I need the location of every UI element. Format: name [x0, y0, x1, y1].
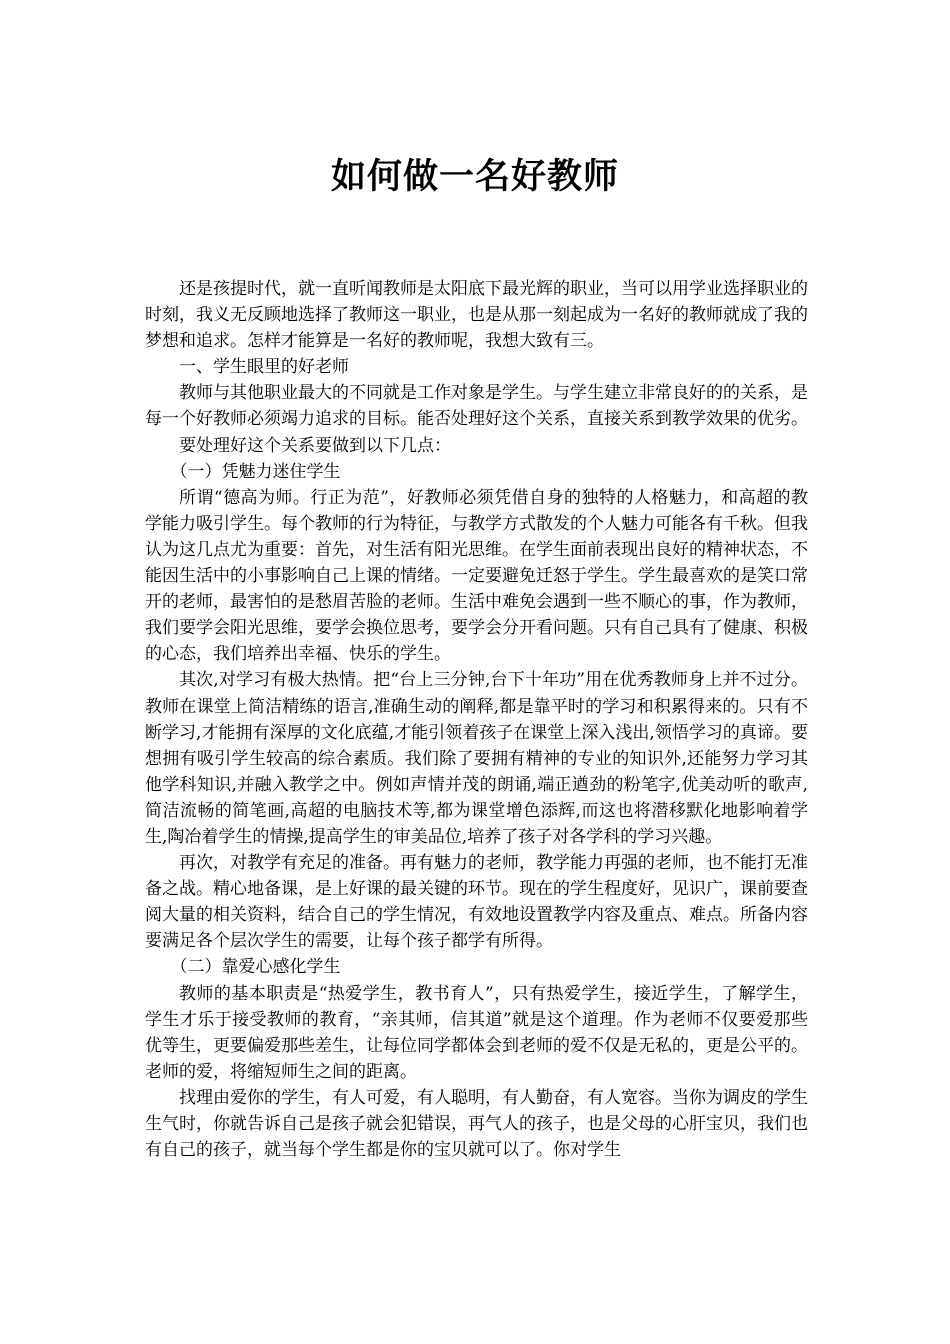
- body-paragraph: 教师的基本职责是“热爱学生，教书育人”，只有热爱学生，接近学生，了解学生，学生才乐于接受教师的教育，“亲其师，信其道”就是这个道理。作为老师不仅要爱那些优等生，更要偏爱那些差生，让每位同学都体会到老师的爱不仅是无私的，更是公平的。老师的爱，将缩短师生之间的距离。: [145, 983, 808, 1082]
- body-paragraph: 再次，对教学有充足的准备。再有魅力的老师，教学能力再强的老师，也不能打无准备之战。精心地备课，是上好课的最关键的环节。现在的学生程度好，见识广，课前要查阅大量的相关资料，结合自己的学生情况，有效地设置教学内容及重点、难点。所备内容要满足各个层次学生的需要，让每个孩子都学有所得。: [145, 853, 808, 952]
- subsection-heading-2: （二）靠爱心感化学生: [170, 957, 341, 978]
- body-paragraph: 其次,对学习有极大热情。把“台上三分钟,台下十年功”用在优秀教师身上并不过分。教师在课堂上简洁精练的语言,准确生动的阐释,都是靠平时的学习和积累得来的。只有不断学习,才能拥有深厚的文化底蕴,才能引领着孩子在课堂上深入浅出,领悟学习的真谛。要想拥有吸引学生较高的综合素质。我们除了要拥有精神的专业的知识外,还能努力学习其他学科知识,并融入教学之中。例如声情并茂的朗诵,端正遒劲的粉笔字,优美动听的歌声,简洁流畅的简笔画,高超的电脑技术等,都为课堂增色添辉,而这也将潜移默化地影响着学生,陶冶着学生的情操,提高学生的审美品位,培养了孩子对各学科的学习兴趣。: [145, 670, 808, 847]
- body-paragraph: 找理由爱你的学生，有人可爱，有人聪明，有人勤奋，有人宽容。当你为调皮的学生生气时，你就告诉自己是孩子就会犯错误，再气人的孩子，也是父母的心肝宝贝，我们也有自己的孩子，就当每个学生都是你的宝贝就可以了。你对学生: [145, 1087, 808, 1161]
- body-paragraph: 所谓“德高为师。行正为范”，好教师必须凭借自身的独特的人格魅力，和高超的教学能力吸引学生。每个教师的行为特征，与教学方式散发的个人魅力可能各有千秋。但我认为这几点尤为重要：首先，对生活有阳光思维。在学生面前表现出良好的精神状态，不能因生活中的小事影响自己上课的情绪。一定要避免迁怒于学生。学生最喜欢的是笑口常开的老师，最害怕的是愁眉苦脸的老师。生活中难免会遇到一些不顺心的事，作为教师，我们要学会阳光思维，要学会换位思考，要学会分开看问题。只有自己具有了健康、积极的心态，我们培养出幸福、快乐的学生。: [145, 487, 808, 665]
- document-body: [145, 276, 808, 1163]
- section-heading-1: 一、学生眼里的好老师: [179, 357, 349, 378]
- subsection-heading-1: （一）凭魅力迷住学生: [170, 461, 341, 482]
- document-title: 如何做一名好教师: [330, 156, 619, 197]
- body-paragraph: 教师与其他职业最大的不同就是工作对象是学生。与学生建立非常良好的的关系，是每一个好教师必须竭力追求的目标。能否处理好这个关系，直接关系到教学效果的优劣。: [145, 383, 808, 430]
- body-paragraph: 要处理好这个关系要做到以下几点：: [179, 435, 451, 456]
- intro-paragraph: 还是孩提时代，就一直听闻教师是太阳底下最光辉的职业，当可以用学业选择职业的时刻，我义无反顾地选择了教师这一职业，也是从那一刻起成为一名好的教师就成了我的梦想和追求。怎样才能算是一名好的教师呢，我想大致有三。: [145, 279, 808, 352]
